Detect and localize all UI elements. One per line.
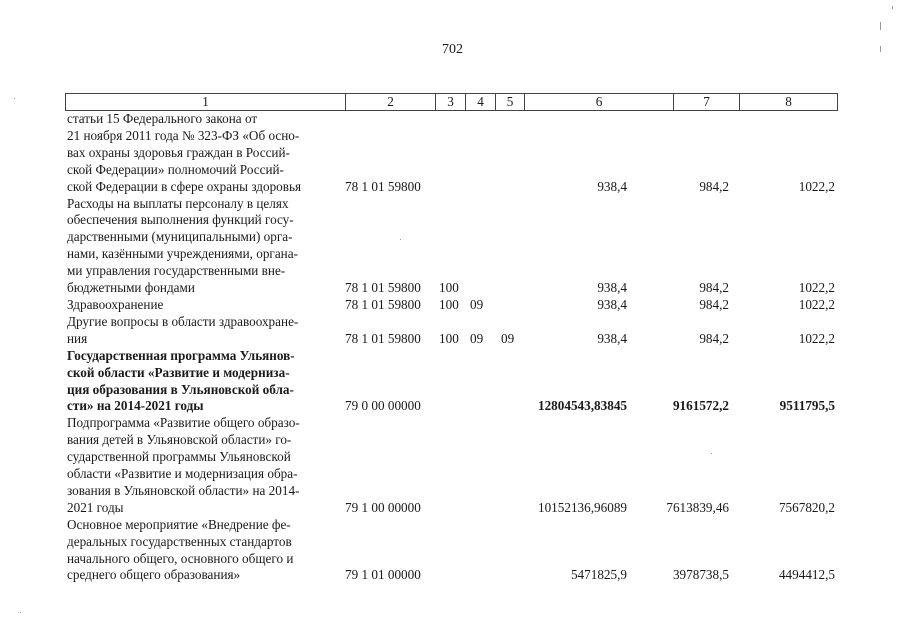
column-header-4: 4 [465, 94, 495, 110]
column-header-8: 8 [739, 94, 837, 110]
row-description [65, 348, 339, 416]
description-line: ция образования в Ульяновской обла- [67, 381, 294, 397]
row-description [65, 314, 339, 348]
scan-speck [20, 612, 21, 613]
table-header-row [65, 93, 838, 111]
description-line: ской Федерации» полномочий Россий- [67, 161, 284, 177]
row-description [65, 111, 339, 196]
amount-col7: 9161572,2 [672, 398, 729, 414]
description-line: сударственной программы Ульяновской [67, 449, 291, 465]
section-code: 09 [470, 330, 484, 346]
description-line: ской области «Развитие и модерниза- [67, 364, 290, 380]
row-description [65, 297, 339, 314]
table-row [65, 314, 838, 348]
amount-col6: 938,4 [597, 178, 627, 194]
column-header-1: 1 [202, 94, 209, 109]
description-line: бюджетными фондами [67, 280, 195, 296]
target-article-code: 79 1 01 00000 [345, 567, 421, 583]
amount-col7: 984,2 [699, 178, 729, 194]
description-line: вания детей в Ульяновской области» го- [67, 432, 292, 448]
amount-col6: 938,4 [597, 280, 627, 296]
description-line: нами, казёнными учреждениями, органа- [67, 246, 298, 262]
description-line: Государственная программа Ульянов- [67, 347, 295, 363]
column-header-5: 5 [495, 94, 524, 110]
amount-col7: 984,2 [699, 296, 729, 312]
description-line: области «Развитие и модернизация обра- [67, 466, 298, 482]
amount-col6: 938,4 [597, 296, 627, 312]
column-header-6: 6 [524, 94, 673, 110]
expense-type-code: 100 [439, 296, 459, 312]
expense-type-code: 100 [439, 280, 459, 296]
target-article-code: 78 1 01 59800 [345, 178, 421, 194]
table-row [65, 415, 838, 516]
description-line: Здравоохранение [67, 296, 164, 312]
description-line: деральных государственных стандартов [67, 533, 292, 549]
scan-speck [880, 46, 881, 52]
budget-table [65, 93, 838, 584]
amount-col6: 938,4 [597, 330, 627, 346]
amount-col8: 9511795,5 [779, 398, 835, 414]
scan-speck [400, 239, 401, 240]
table-body [65, 111, 838, 584]
description-line: Другие вопросы в области здравоохране- [67, 313, 299, 329]
amount-col8: 1022,2 [798, 280, 835, 296]
description-line: Расходы на выплаты персоналу в целях [67, 195, 289, 211]
description-line: обеспечения выполнения функций госу- [67, 212, 294, 228]
description-line: сти» на 2014-2021 годы [67, 398, 204, 414]
amount-col6: 12804543,83845 [537, 398, 627, 414]
description-line: среднего общего образования» [67, 567, 241, 583]
expense-type-code: 100 [439, 330, 459, 346]
amount-col6: 10152136,96089 [537, 499, 627, 515]
section-code: 09 [470, 296, 484, 312]
amount-col8: 1022,2 [798, 178, 835, 194]
amount-col8: 7567820,2 [778, 499, 835, 515]
description-line: дарственными (муниципальными) орга- [67, 229, 293, 245]
table-row [65, 348, 838, 416]
description-line: ния [67, 330, 88, 346]
row-description [65, 517, 339, 585]
target-article-code: 78 1 01 59800 [345, 330, 421, 346]
subsection-code: 09 [501, 330, 515, 346]
scan-speck [880, 22, 881, 30]
page-number: 702 [442, 42, 463, 57]
scan-speck [14, 98, 15, 99]
description-line: 2021 годы [67, 499, 124, 515]
target-article-code: 79 0 00 00000 [345, 398, 421, 414]
table-row [65, 297, 838, 314]
amount-col6: 5471825,9 [570, 567, 627, 583]
amount-col8: 1022,2 [798, 330, 835, 346]
description-line: вах охраны здоровья граждан в Россий- [67, 144, 290, 160]
column-header-3: 3 [435, 94, 465, 110]
column-header-7: 7 [673, 94, 739, 110]
column-header-2: 2 [345, 94, 435, 110]
description-line: зования в Ульяновской области» на 2014- [67, 482, 300, 498]
amount-col8: 4494412,5 [778, 567, 835, 583]
table-row [65, 111, 838, 196]
amount-col7: 7613839,46 [666, 499, 729, 515]
target-article-code: 79 1 00 00000 [345, 499, 421, 515]
description-line: Основное мероприятие «Внедрение фе- [67, 516, 291, 532]
target-article-code: 78 1 01 59800 [345, 296, 421, 312]
amount-col7: 984,2 [699, 280, 729, 296]
description-line: статьи 15 Федерального закона от [67, 111, 258, 126]
amount-col7: 984,2 [699, 330, 729, 346]
description-line: ми управления государственными вне- [67, 263, 286, 279]
amount-col8: 1022,2 [798, 296, 835, 312]
table-row [65, 196, 838, 297]
row-description [65, 196, 339, 297]
target-article-code: 78 1 01 59800 [345, 280, 421, 296]
description-line: ской Федерации в сфере охраны здоровья [67, 178, 302, 194]
table-row [65, 517, 838, 585]
description-line: начального общего, основного общего и [67, 550, 294, 566]
scan-speck [892, 6, 893, 9]
amount-col7: 3978738,5 [672, 567, 729, 583]
description-line: Подпрограмма «Развитие общего образо- [67, 415, 300, 431]
description-line: 21 ноября 2011 года № 323-ФЗ «Об осно- [67, 127, 300, 143]
scan-speck [711, 453, 712, 454]
row-description [65, 415, 339, 516]
